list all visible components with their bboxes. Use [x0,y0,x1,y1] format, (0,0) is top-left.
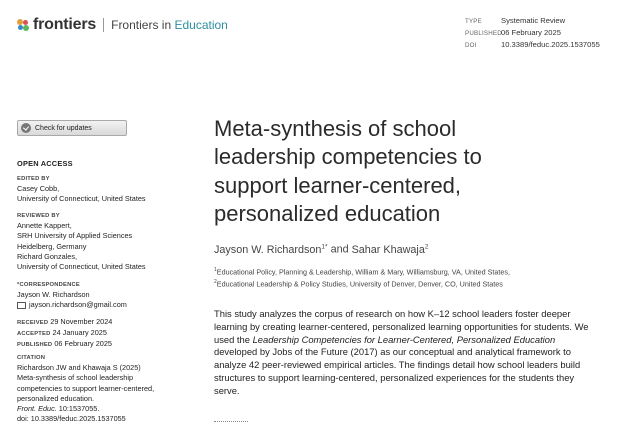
correspondence-section: *CORRESPONDENCE Jayson W. Richardson jayson.richardson@gmail.com [17,280,197,311]
affiliation-1: $^1$Educational Policy, Planning & Leadership, William & Mary, Williamsburg, VA, United States, [214,267,510,277]
frontiers-logo[interactable] [17,14,228,36]
keywords-divider [214,421,248,423]
article-title: Meta-synthesis of school leadership competencies to support learner-centered, personalized education [214,116,482,227]
brand-divider [103,18,104,32]
reviewed-by-section: REVIEWED BY Annette Kappert, SRH University of Applied Sciences Heidelberg, Germany Richard Gonzales, University of Connecticut, United States [17,213,146,272]
citation-section: CITATION Richardson JW and Khawaja S (2025) Meta-synthesis of school leadership competencies to support learner-centered, personalized education. Front. Educ. 10:1537055. doi: 10.3389/feduc.2025.1537055 [17,353,197,424]
meta-published: PUBLISHED06 February 2025 [465,28,561,37]
citation-doi[interactable]: doi: 10.3389/feduc.2025.1537055 [17,414,126,424]
brand-name: frontiers [33,16,97,33]
abstract: This study analyzes the corpus of research on how K–12 school leaders foster deeper learning by creating learner-centered, personalized learning opportunities for students. We used the Leadership Competencies for Learner-Centered, Personalized Education developed by Jobs of the Future (2017) as our conceptual and analytical framework to analyze 42 peer-reviewed empirical articles. The findings detail how school leaders build structures to support learning-centered, personalized experiences for the students they serve. [214,308,589,396]
check-for-updates-button[interactable]: Check for updates [17,120,127,136]
frontiers-logo-icon [17,19,29,31]
affiliations [214,265,510,290]
open-access-label: OPEN ACCESS [17,159,73,168]
journal-name[interactable]: Frontiers in Education [111,18,228,32]
dates-section: RECEIVED 29 November 2024 ACCEPTED 24 January 2025 PUBLISHED 06 February 2025 [17,317,113,349]
meta-doi: DOI 10.3389/feduc.2025.1537055 [465,40,600,49]
author-richardson[interactable]: Jayson W. Richardson$^{1*}$ [214,243,328,256]
meta-type: TYPE Systematic Review [465,16,566,25]
mail-icon [17,302,26,309]
edited-by-section: EDITED BY Casey Cobb, University of Connecticut, United States [17,176,146,204]
article-meta [465,15,600,51]
authors: Jayson W. Richardson$^{1*}$ and Sahar Khawaja$^2$ [214,243,429,256]
author-khawaja[interactable]: Sahar Khawaja$^2$ [351,243,429,256]
check-icon [21,123,31,133]
correspondence-email[interactable]: jayson.richardson@gmail.com [17,300,197,310]
affiliation-2: $^2$Educational Leadership & Policy Studies, University of Denver, Denver, CO, United States [214,279,503,289]
